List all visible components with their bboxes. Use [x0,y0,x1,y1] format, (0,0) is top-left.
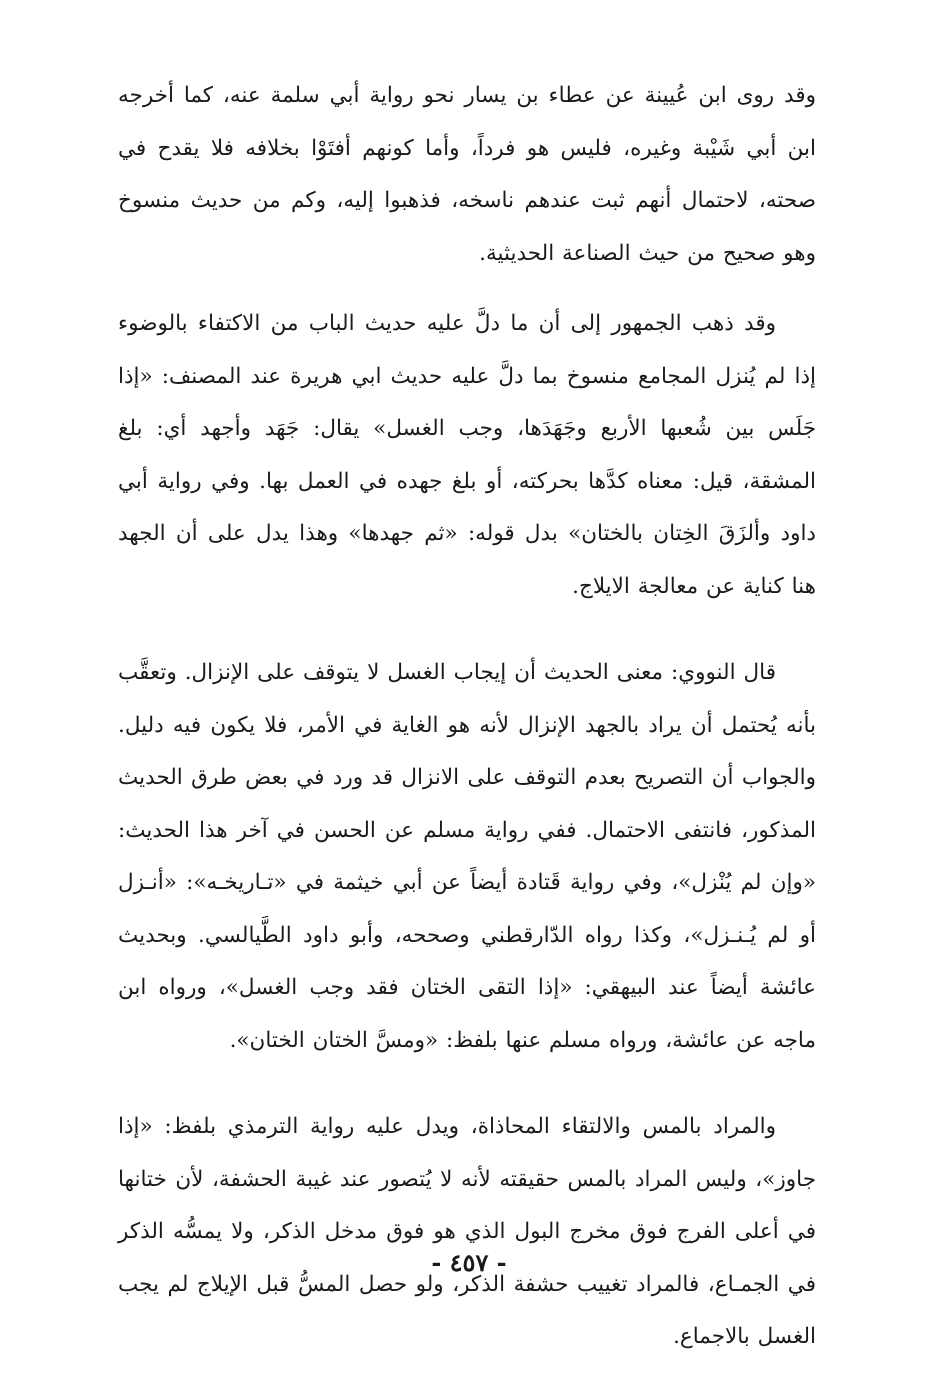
paragraph-3: قال النووي: معنى الحديث أن إيجاب الغسل لا يتوقف على الإنزال. وتعقَّب بأنه يُحتمل أن يراد بالجهد الإنزال لأنه هو الغاية في الأمر، فلا يكون فيه دليل. والجواب أن التصريح بعدم التوقف على الانزال قد ورد في بعض طرق الحديث المذكور، فانتفى الاحتمال. ففي رواية مسلم عن الحسن في آخر هذا الحديث: «وإن لم يُنْزل»، وفي رواية قَتادة أيضاً عن أبي خيثمة في «تـاريخـه»: «أنـزل أو لم يُـنـزل»، وكذا رواه الدّارقطني وصححه، وأبو داود الطَّيالسي. وبحديث عائشة أيضاً عند البيهقي: «إذا التقى الختان فقد وجب الغسل»، ورواه ابن ماجه عن عائشة، ورواه مسلم عنها بلفظ: «ومسَّ الختان الختان». [118,660,816,1053]
paragraph-1: وقد روى ابن عُيينة عن عطاء بن يسار نحو رواية أبي سلمة عنه، كما أخرجه ابن أبي شَيْبة وغيره، فليس هو فرداً، وأما كونهم أفتَوْا بخلافه فلا يقدح في صحته، لاحتمال أنهم ثبت عندهم ناسخه، فذهبوا إليه، وكم من حديث منسوخ وهو صحيح من حيث الصناعة الحديثية. [118,83,816,266]
page-number: - ٤٥٧ - [431,1248,507,1277]
paragraph-4: والمراد بالمس والالتقاء المحاذاة، ويدل عليه رواية الترمذي بلفظ: «إذا جاوز»، وليس المراد بالمس حقيقته لأنه لا يُتصور عند غيبة الحشفة، لأن ختانها في أعلى الفرج فوق مخرج البول الذي هو فوق مدخل الذكر، ولا يمسُّه الذكر في الجمـاع، فالمراد تغييب حشفة الذكر، ولو حصل المسُّ قبل الإيلاج لم يجب الغسل بالاجماع. [118,1114,816,1349]
body-text [118,70,816,1364]
paragraph-2: وقد ذهب الجمهور إلى أن ما دلَّ عليه حديث الباب من الاكتفاء بالوضوء إذا لم يُنزل المجامع منسوخ بما دلَّ عليه حديث ابي هريرة عند المصنف: «إذا جَلَس بين شُعبها الأربع وجَهَدَها، وجب الغسل» يقال: جَهَد وأجهد أي: بلغ المشقة، قيل: معناه كدَّها بحركته، أو بلغ جهده في العمل بها. وفي رواية أبي داود وألزَقَ الخِتان بالختان» بدل قوله: «ثم جهدها» وهذا يدل على أن الجهد هنا كناية عن معالجة الايلاج. [118,311,816,599]
